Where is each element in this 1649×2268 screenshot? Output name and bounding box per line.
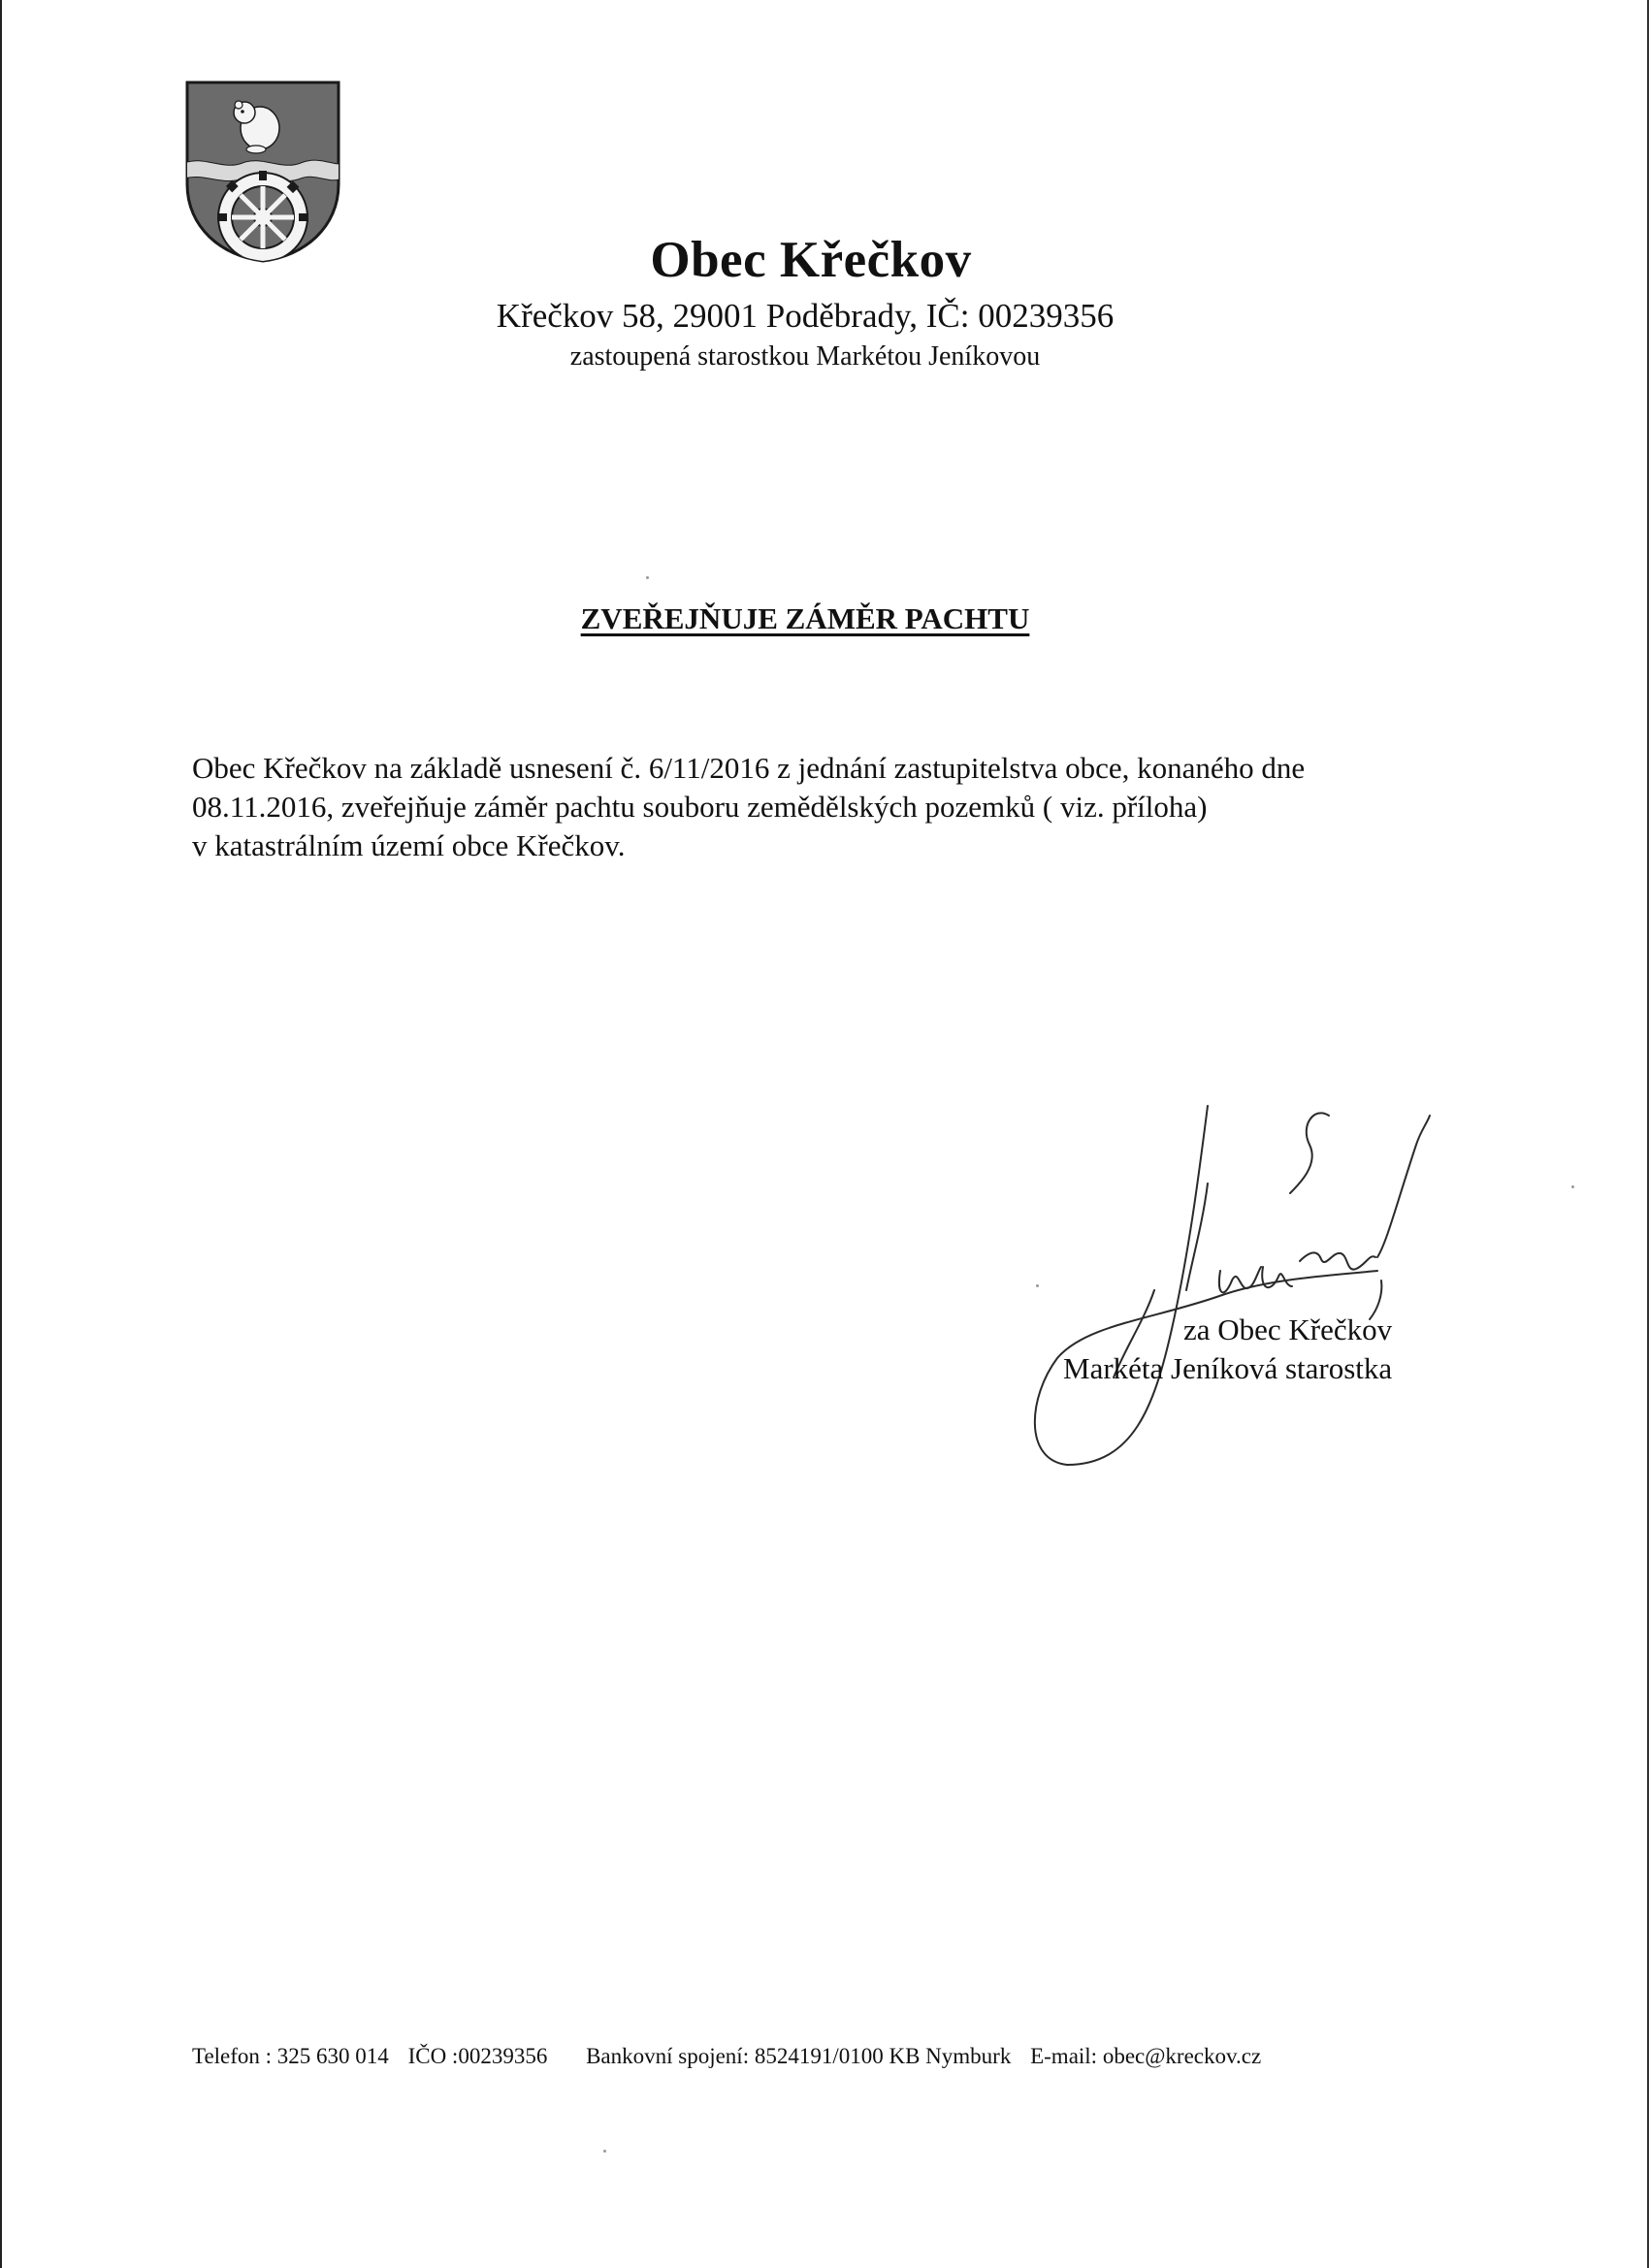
signature-line-mayor: Markéta Jeníková starostka	[1063, 1351, 1393, 1385]
municipality-address: Křečkov 58, 29001 Poděbrady, IČ: 00239356	[496, 297, 1115, 335]
document-heading: ZVEŘEJŇUJE ZÁMĚR PACHTU	[580, 601, 1030, 635]
body-line: v katastrálním území obce Křečkov.	[192, 828, 626, 862]
signature-line-municipality: za Obec Křečkov	[1183, 1312, 1393, 1346]
footer-bank: Bankovní spojení: 8524191/0100 KB Nymburk	[586, 2044, 1012, 2068]
scan-speck	[1036, 1284, 1039, 1287]
scan-speck	[646, 576, 649, 579]
scan-speck	[603, 2150, 606, 2153]
municipality-title: Obec Křečkov	[650, 232, 972, 288]
footer-phone: Telefon : 325 630 014	[192, 2044, 389, 2068]
body-line: 08.11.2016, zveřejňuje záměr pachtu souboru zemědělských pozemků ( viz. příloha)	[192, 790, 1208, 824]
handwritten-signature	[1009, 1086, 1513, 1474]
body-line: Obec Křečkov na základě usnesení č. 6/11/2016 z jednání zastupitelstva obce, konaného dne	[192, 751, 1306, 785]
footer-ico: IČO :00239356	[407, 2044, 548, 2068]
footer-contact	[192, 2044, 1275, 2069]
municipality-representative: zastoupená starostkou Markétou Jeníkovou	[569, 341, 1041, 372]
footer-email: E-mail: obec@kreckov.cz	[1030, 2044, 1262, 2068]
document-body	[192, 749, 1453, 865]
scan-speck	[1571, 1185, 1574, 1188]
